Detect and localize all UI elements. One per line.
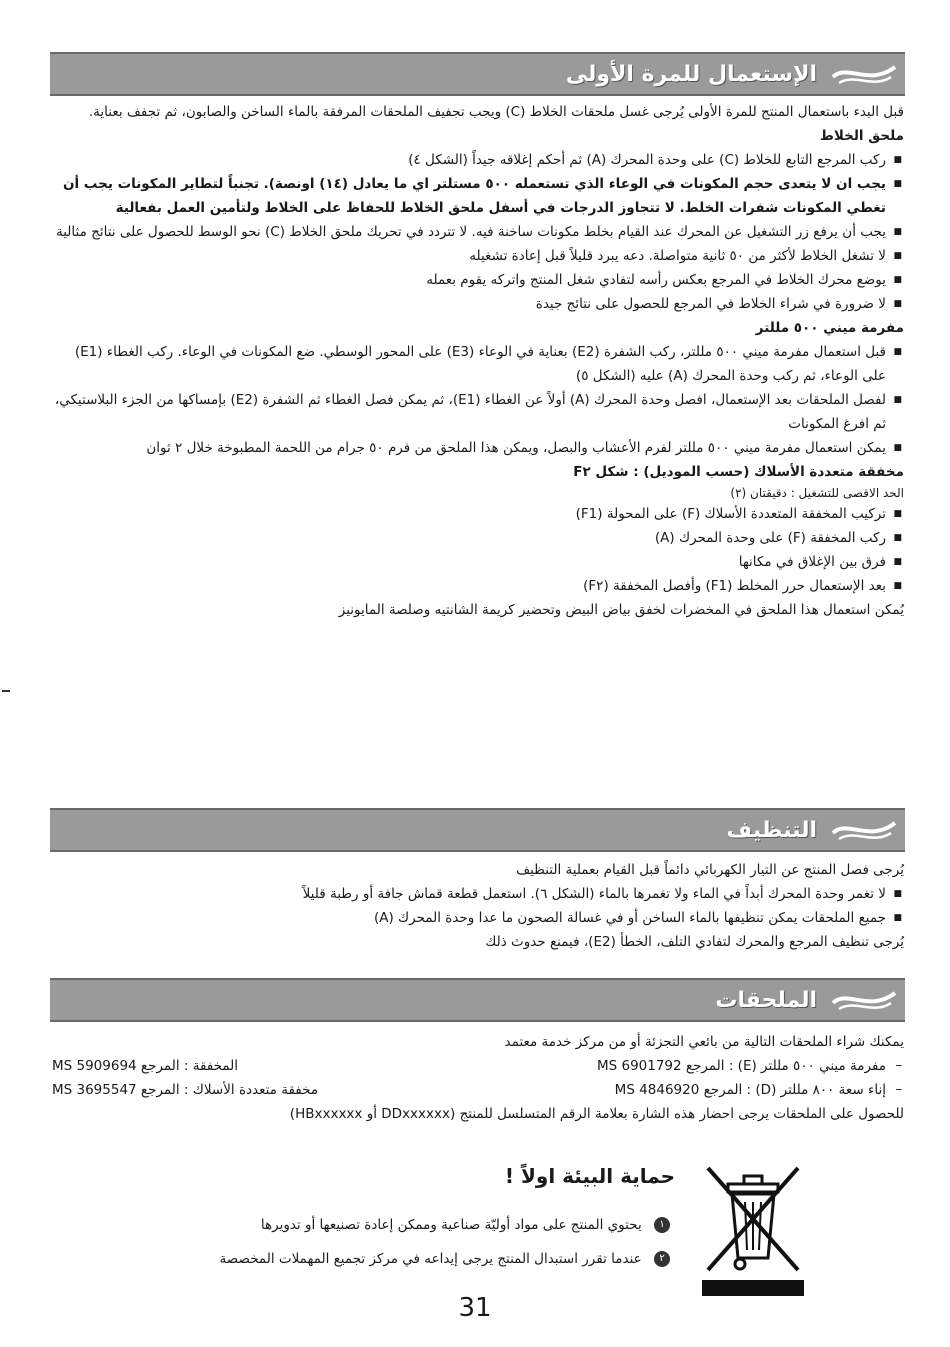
cleaning-body [52, 858, 904, 954]
list-item: ■ يوضع محرك الخلاط في المرجع بعكس رأسه لتفادي شغل المنتج واتركه يقوم بعمله [52, 268, 904, 292]
environment-text: يحتوي المنتج على مواد أوليّة صناعية وممكن إعادة تصنيعها أو تدويرها [260, 1217, 642, 1233]
cleaning-title: التنظيف [726, 817, 817, 843]
chopper-list [52, 340, 904, 460]
first-use-banner [50, 52, 905, 96]
accessories-title: الملحقات [715, 987, 817, 1013]
accessories-banner [50, 978, 905, 1022]
blender-list [52, 148, 904, 316]
whisk-list [52, 502, 904, 598]
number-badge: ١ [654, 1217, 670, 1233]
environment-section [80, 1158, 880, 1298]
accessories-body [52, 1030, 904, 1126]
accessory-entry: – إناء سعة ٨٠٠ مللتر (D) : المرجع MS 4846920 [614, 1082, 886, 1098]
environment-lines [80, 1208, 670, 1276]
list-item: ■ يمكن استعمال مفرمة ميني ٥٠٠ مللتر لفرم الأعشاب والبصل، ويمكن هذا الملحق من فرم ٥٠ جرام من اللحمة المطبوخة خلال ٢ ثوان [52, 436, 904, 460]
list-item [52, 1054, 904, 1078]
accessory-entry: المخفقة : المرجع MS 5909694 [52, 1058, 238, 1074]
blender-heading: ملحق الخلاط [819, 128, 904, 144]
cleaning-outro: يُرجى تنظيف المرجع والمحرك لتفادي التلف، الخطأ (E2)، فيمنع حدوث ذلك [485, 934, 904, 950]
accessory-entry: – مفرمة ميني ٥٠٠ مللتر (E) : المرجع MS 6901792 [596, 1058, 886, 1074]
whisk-note: الحد الاقصى للتشغيل : دقيقتان (٢) [730, 486, 904, 500]
list-item: ■ ركب المرجع التابع للخلاط (C) على وحدة المحرك (A) ثم أحكم إغلاقه جيداً (الشكل ٤) [52, 148, 904, 172]
environment-line [80, 1242, 670, 1276]
whisk-heading: مخفقة متعددة الأسلاك (حسب الموديل) : شكل F٢ [573, 464, 904, 480]
swirl-icon [829, 59, 899, 89]
cleaning-intro: يُرجى فصل المنتج عن التيار الكهربائي دائماً قبل القيام بعملية التنظيف [516, 862, 904, 878]
list-item: ■ لا تغمر وحدة المحرك أبداً في الماء ولا تغمرها بالماء (الشكل ٦). استعمل قطعة قماش جافة أو رطبة قليلاً [52, 882, 904, 906]
accessories-outro: للحصول على الملحقات يرجى احضار هذه الشارة بعلامة الرقم المتسلسل للمنتج (DDxxxxxx أو HBxxxxxx) [289, 1106, 904, 1122]
environment-text: عندما تقرر استبدال المنتج يرجى إيداعه في مركز تجميع المهملات المخصصة [219, 1251, 642, 1267]
list-item: ■ قبل استعمال مفرمة ميني ٥٠٠ مللتر، ركب الشفرة (E2) بعناية في الوعاء (E3) على المحور الوسطي. ضع المكونات في الوعاء. ركب الغطاء (E1) على الوعاء، ثم ركب وحدة المحرك (A) عليه (الشكل ٥) [52, 340, 904, 388]
chopper-heading: مفرمة ميني ٥٠٠ مللتر [755, 320, 904, 336]
first-use-title: الإستعمال للمرة الأولى [565, 61, 817, 87]
environment-line [80, 1208, 670, 1242]
crossed-out-wheelie-bin-icon [698, 1158, 808, 1298]
whisk-outro: يُمكن استعمال هذا الملحق في المخضرات لخفق بياض البيض وتحضير كريمة الشانتيه وصلصة المايونيز [338, 602, 904, 618]
list-item: ■ فرق بين الإغلاق في مكانها [52, 550, 904, 574]
swirl-icon [829, 985, 899, 1015]
cleaning-list [52, 882, 904, 930]
page-number: 31 [458, 1293, 492, 1323]
list-item: ■ لا ضرورة في شراء الخلاط في المرجع للحصول على نتائج جيدة [52, 292, 904, 316]
list-item: ■ بعد الإستعمال حرر المخلط (F1) وأفصل المخفقة (F٢) [52, 574, 904, 598]
edge-mark [2, 690, 10, 692]
accessory-entry: مخفقة متعددة الأسلاك : المرجع MS 3695547 [52, 1082, 319, 1098]
accessories-intro: يمكنك شراء الملحقات التالية من بائعي التجزئة أو من مركز خدمة معتمد [504, 1034, 904, 1050]
swirl-icon [829, 815, 899, 845]
first-use-body [52, 100, 904, 622]
list-item: ■ لفصل الملحقات بعد الإستعمال، افصل وحدة المحرك (A) أولاً عن الغطاء (E1)، ثم يمكن فصل الغطاء ثم الشفرة (E2) بإمساكها من الجزء البلاستيكي، ثم افرغ المكونات [52, 388, 904, 436]
list-item: ■ يجب أن يرفع زر التشغيل عن المحرك عند القيام بخلط مكونات ساخنة فيه. لا تتردد في تحريك ملحق الخلاط (C) نحو الوسط للحصول على نتائج مثالية [52, 220, 904, 244]
list-item: ■ لا تشغل الخلاط لأكثر من ٥٠ ثانية متواصلة. دعه يبرد قليلاً قبل إعادة تشغيله [52, 244, 904, 268]
list-item: ■ ركب المخفقة (F) على وحدة المحرك (A) [52, 526, 904, 550]
accessories-list [52, 1054, 904, 1102]
cleaning-banner [50, 808, 905, 852]
list-item [52, 1078, 904, 1102]
list-item: ■ جميع الملحقات يمكن تنظيفها بالماء الساخن أو في غسالة الصحون ما عدا وحدة المحرك (A) [52, 906, 904, 930]
list-item: ■ تركيب المخفقة المتعددة الأسلاك (F) على المحولة (F1) [52, 502, 904, 526]
environment-title: حماية البيئة اولاً ! [504, 1164, 676, 1188]
first-use-intro: قبل البدء باستعمال المنتج للمرة الأولى يُرجى غسل ملحقات الخلاط (C) ويجب تجفيف الملحقات المرفقة بالماء الساخن والصابون، ثم تجفف بعناية. [88, 104, 904, 120]
list-item: ■ يجب ان لا يتعدى حجم المكونات في الوعاء الذي تستعمله ٥٠٠ مستلتر اي ما يعادل (١٤) اونصة). تجنباً لتطاير المكونات يجب أن تغطي المكونات شفرات الخلط. لا تتجاوز الدرجات في أسفل ملحق الخلاط للحفاظ على الخلاط ولتأمين العمل بفعالية [52, 172, 904, 220]
number-badge: ٢ [654, 1251, 670, 1267]
